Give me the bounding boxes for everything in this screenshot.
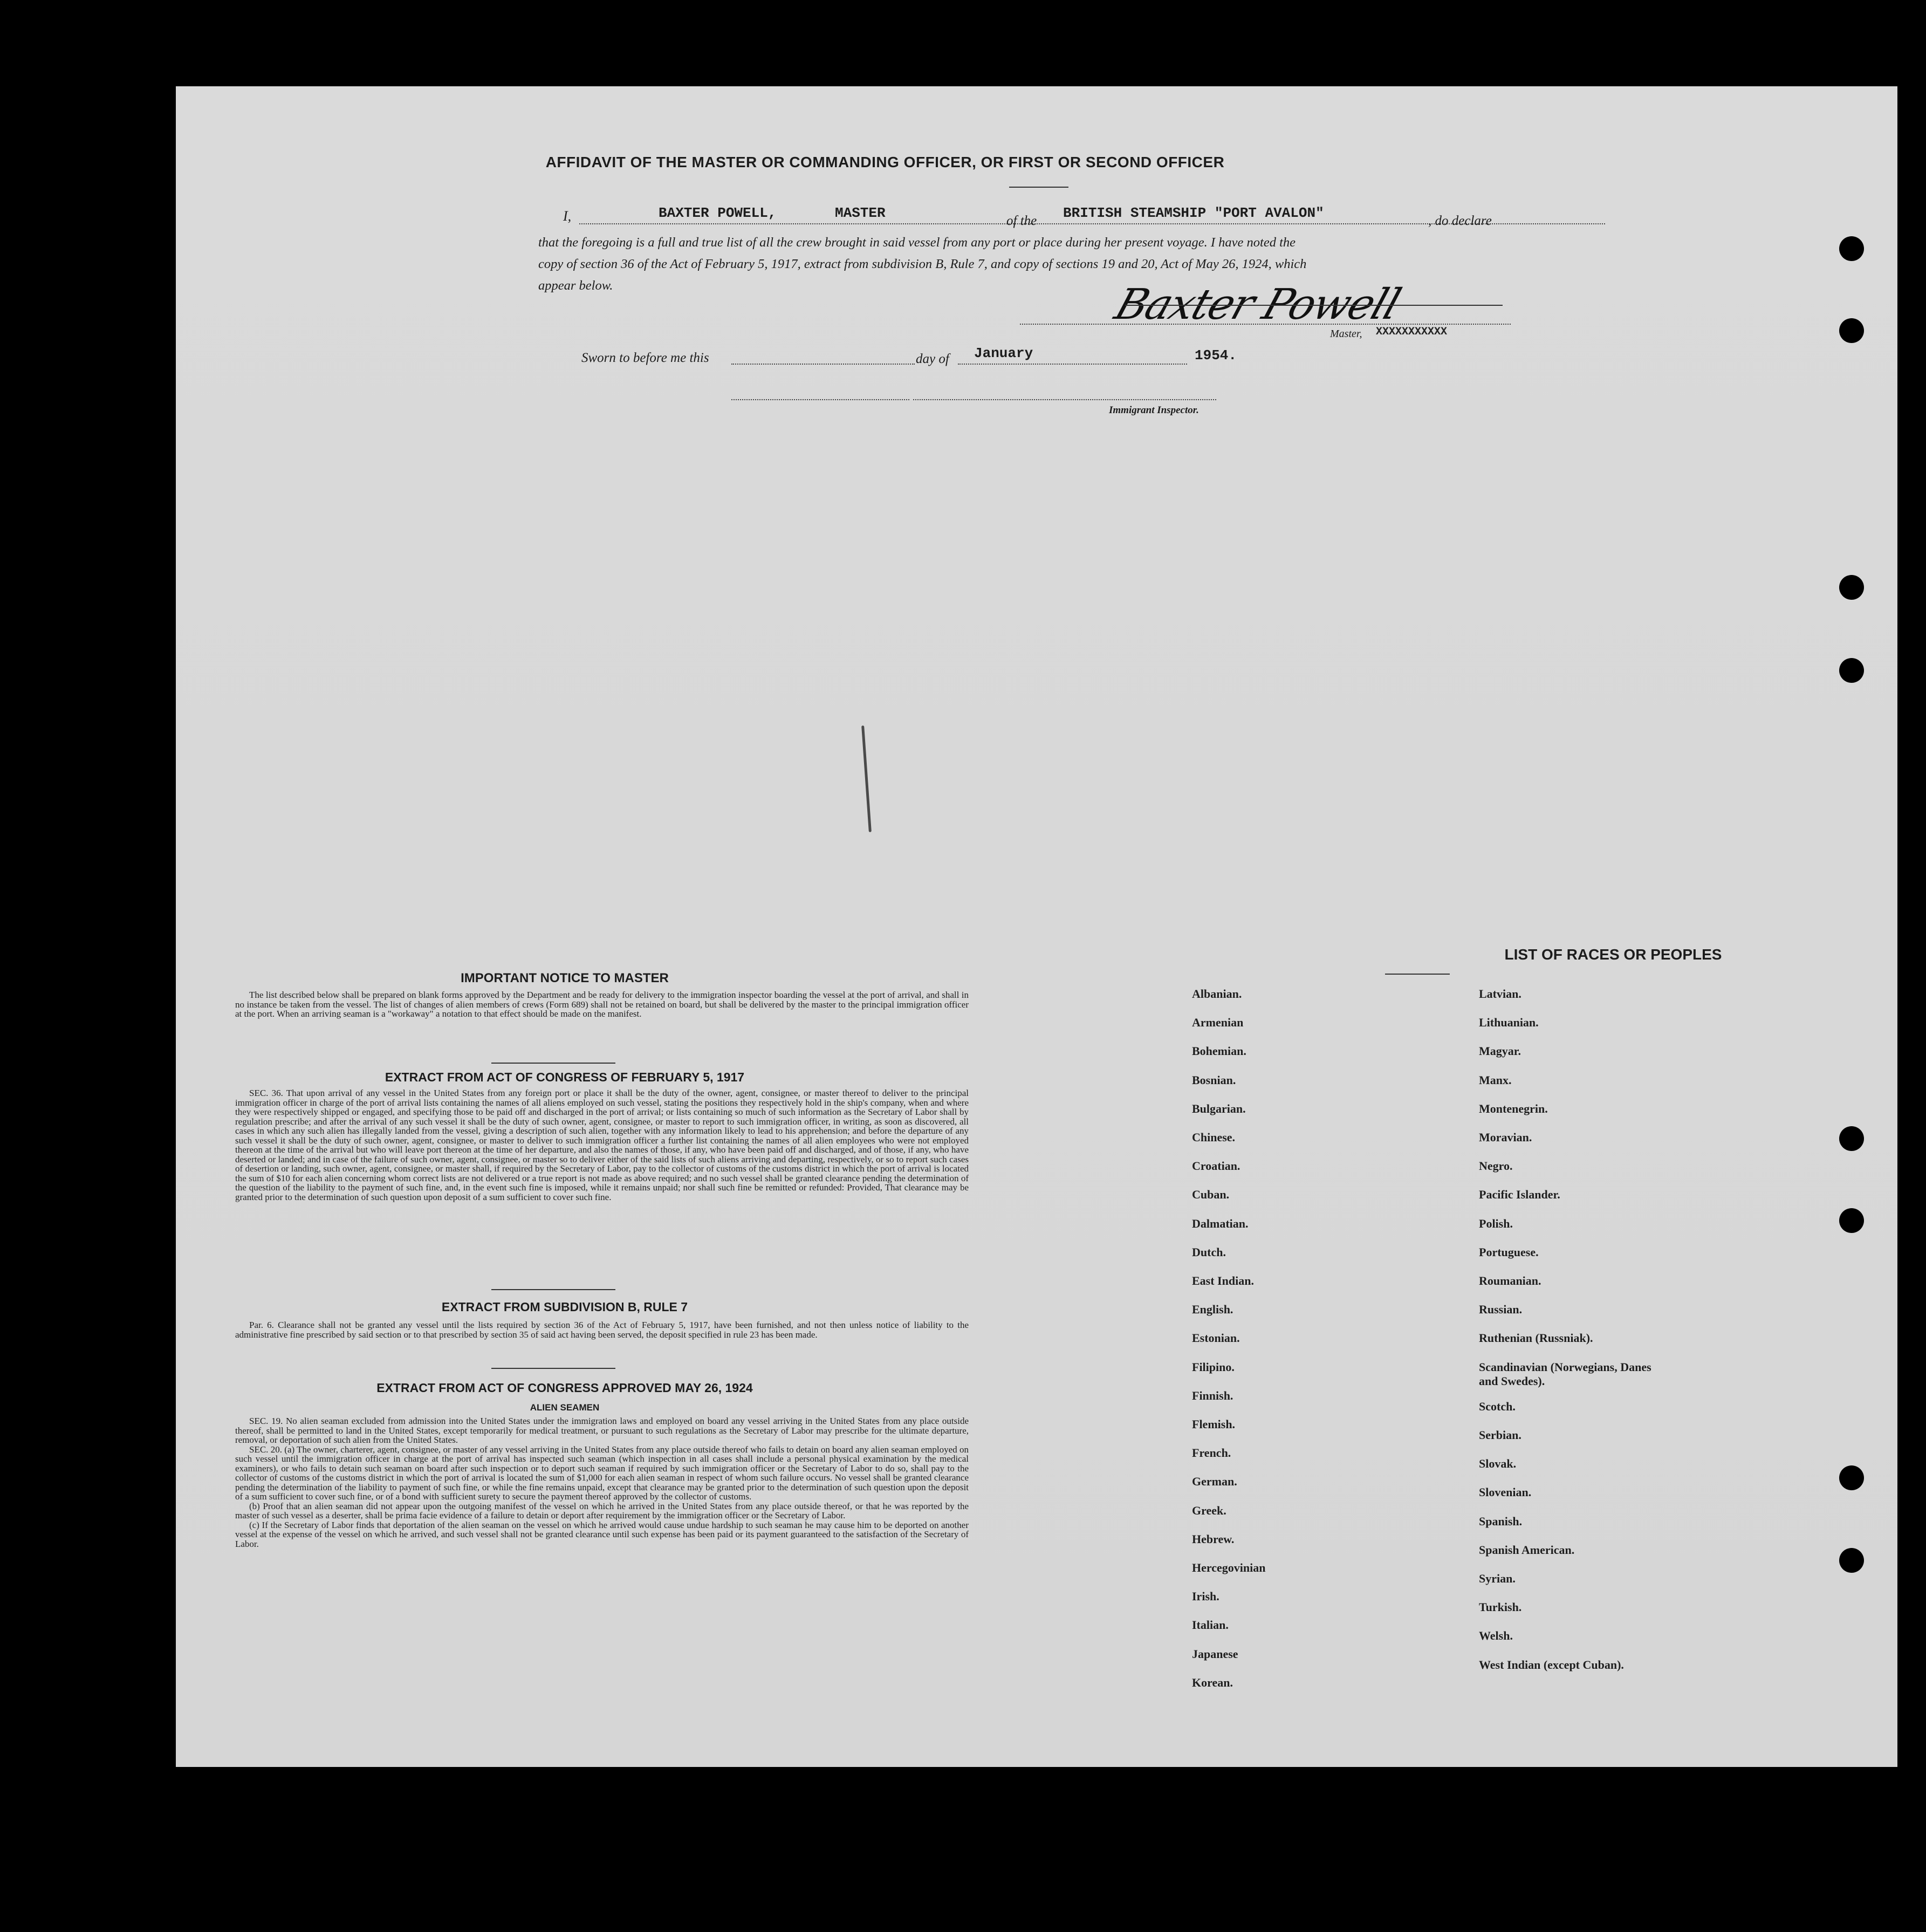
master-signature: Baxter Powell [1109,280,1406,329]
of-the-label: of the [1006,214,1037,228]
master-label: Master, [1330,328,1362,340]
race-item: Ruthenian (Russniak). [1479,1331,1593,1345]
race-item: Chinese. [1192,1131,1236,1144]
race-item: Montenegrin. [1479,1101,1548,1115]
race-item: Polish. [1479,1216,1513,1230]
do-declare-label: , do declare [1428,214,1492,228]
inspector-label: Immigrant Inspector. [1109,405,1199,416]
race-item: Manx. [1479,1073,1512,1087]
i-label: I, [563,208,572,224]
notice-body: The list described below shall be prepared on blank forms approved by the Department and be ready for delivery to the immigration inspector boarding the vessel at the port of arrival, and shall in no instance be taken from the vessel. The list of changes of alien members of crews (Form 689) shall not be retained on board, but shall be delivered by the master to the principal immigration officer at the port. When an arriving seaman is a "workaway" a notation to that effect should be made on the manifest. [235,990,969,1019]
race-item: Spanish. [1479,1514,1523,1528]
sec-20b: (b) Proof that an alien seaman did not appear upon the outgoing manifest of the vessel on which he arrived in the United States from any place outside thereof, or that he was reported by the master of such vessel as a deserter, shall be prima facie evidence of a failure to detain or deport after requirement by the immigration officer or the Secretary of Labor. [235,1501,969,1520]
sec-20a: SEC. 20. (a) The owner, charterer, agent, consignee, or master of any vessel arriving in the United States from any place outside thereof who fails to detain on board any alien seaman employed on such vessel until the immigration officer in charge at the port of arrival has inspected such seaman (which inspection in all cases shall include a personal physical examination by the medical examiners), or who fails to detain such seaman on board after such inspection or to deport such seaman if required by such immigration officer or the Secretary of Labor to do so, shall pay to the collector of customs of the customs district in which the port of arrival is located the sum of $1,000 for each alien seaman in respect of whom such failure occurs. No vessel shall be granted clearance pending the determination of the liability to payment of such fine, or while the fine remains unpaid, except that clearance may be granted prior to the determination of such question upon the deposit of a sum sufficient to cover such fine, or of a bond with sufficient surety to secure the payment thereof approved by the collector of customs. [235,1444,969,1502]
race-item: Croatian. [1192,1159,1240,1173]
race-item: Bohemian. [1192,1044,1246,1058]
race-item: Hebrew. [1192,1532,1235,1546]
master-struck-title: XXXXXXXXXXX [1376,326,1448,338]
race-item: Portuguese. [1479,1245,1539,1259]
extract-1924-body [235,1416,969,1549]
day-of-label: day of [916,352,949,366]
declaration-line-4: appear below. [538,278,613,293]
race-item: Negro. [1479,1159,1513,1173]
sec-20c: (c) If the Secretary of Labor finds that deportation of the alien seaman on the vessel on which he arrived would cause undue hardship to such seaman he may cause him to be deported on another vessel at the expense of the vessel on which he arrived, and such vessel shall not be granted clearance until such expense has been paid or its payment guaranteed to the satisfaction of the Secretary of Labor. [235,1519,969,1549]
race-item: Bulgarian. [1192,1101,1246,1115]
sworn-label: Sworn to before me this [581,351,709,365]
binder-hole [1839,1126,1864,1151]
race-item: Syrian. [1479,1572,1516,1585]
bleed-through-stroke [861,725,872,832]
race-item: Estonian. [1192,1331,1240,1345]
race-item: Filipino. [1192,1360,1235,1374]
binder-hole [1839,1548,1864,1573]
binder-hole [1839,575,1864,600]
race-item: Scotch. [1479,1399,1516,1413]
race-item: Armenian [1192,1016,1244,1030]
binder-hole [1839,318,1864,343]
race-item: Scandinavian (Norwegians, Danes and Swedes). [1479,1360,1651,1388]
race-item: Dalmatian. [1192,1216,1249,1230]
race-item: Flemish. [1192,1417,1236,1431]
race-item: Turkish. [1479,1600,1522,1614]
race-item: Lithuanian. [1479,1016,1539,1030]
subdivision-b-title: EXTRACT FROM SUBDIVISION B, RULE 7 [441,1300,688,1314]
races-title: LIST OF RACES OR PEOPLES [1504,946,1722,963]
binder-hole [1839,1465,1864,1490]
race-item: West Indian (except Cuban). [1479,1657,1624,1671]
race-item: French. [1192,1446,1231,1460]
declaration-line-3: copy of section 36 of the Act of February 5, 1917, extract from subdivision B, Rule 7, and copy of sections 19 and 20, Act of May 26, 1924, which [538,257,1307,271]
race-item: Dutch. [1192,1245,1226,1259]
sworn-year: 1954. [1195,347,1237,364]
race-item: Pacific Islander. [1479,1188,1560,1202]
race-item: Magyar. [1479,1044,1521,1058]
race-item: Bosnian. [1192,1073,1236,1087]
race-item: East Indian. [1192,1274,1254,1287]
race-item: Welsh. [1479,1629,1513,1643]
race-item: Albanian. [1192,987,1242,1001]
form-page [176,86,1897,1767]
binder-hole [1839,658,1864,683]
extract-1917-body: SEC. 36. That upon arrival of any vessel in the United States from any foreign port or place it shall be the duty of the owner, agent, consignee, or master thereof to deliver to the principal immigration officer in charge of the port of arrival lists containing the names of all aliens employed on such vessel, stating the positions they respectively hold in the ship's company, when and where they were respectively shipped or engaged, and specifying those to be paid off and discharged in the port of arrival; or lists containing so much of such information as the Secretary of Labor shall by regulation prescribe; and after the arrival of any such vessel it shall be the duty of such owner, agent, consignee, or master to report to such immigration officer, in writing, as soon as discovered, all cases in which any such alien has illegally landed from the vessel, giving a description of such alien, together with any information likely to lead to his apprehension; and before the departure of any such vessel it shall be the duty of such owner, agent, consignee, or master to deliver to such immigration officer a further list containing the names of all alien employees who were not employed thereon at the time of the arrival but who will leave port thereon at the time of her departure, and also the names of those, if any, who have been paid off and discharged, and of those, if any, who have deserted or landed; and in case of the failure of such owner, agent, consignee, or master so to deliver either of the said lists of such aliens arriving and departing, respectively, or so to report such cases of desertion or landing, such owner, agent, consignee, or master shall, if required by the Secretary of Labor, pay to the collector of customs of the customs district in which the port of arrival is located the sum of $10 for each alien concerning whom correct lists are not delivered or a true report is not made as above required; and no such vessel shall be granted clearance pending the determination of the question of the liability to the payment of such fine, and, in the event such fine is imposed, while it remains unpaid; nor shall such fine be remitted or refunded: Provided, That clearance may be granted prior to the determination of such question upon deposit of a sum sufficient to cover such fine. [235,1088,969,1202]
race-item: Slovak. [1479,1457,1517,1471]
title-rule [1009,187,1068,188]
race-item: Greek. [1192,1503,1226,1517]
race-item: Finnish. [1192,1388,1233,1402]
extract-1917-title: EXTRACT FROM ACT OF CONGRESS OF FEBRUARY 5, 1917 [385,1070,745,1084]
vessel-name: BRITISH STEAMSHIP "PORT AVALON" [1063,205,1324,221]
race-item: Roumanian. [1479,1274,1541,1287]
master-name: BAXTER POWELL, [659,205,777,221]
race-item: Slovenian. [1479,1485,1532,1499]
race-item: Hercegovinian [1192,1561,1266,1574]
race-item: Irish. [1192,1590,1219,1604]
affidavit-title: AFFIDAVIT OF THE MASTER OR COMMANDING OFFICER, OR FIRST OR SECOND OFFICER [545,154,1225,170]
race-item: Spanish American. [1479,1543,1575,1557]
race-item: Latvian. [1479,987,1521,1001]
extract-1924-title: EXTRACT FROM ACT OF CONGRESS APPROVED MAY 26, 1924 [376,1381,753,1395]
declaration-line-2: that the foregoing is a full and true list of all the crew brought in said vessel from any port or place during her present voyage. I have noted the [538,235,1296,250]
race-item: German. [1192,1475,1237,1489]
race-item: Cuban. [1192,1188,1230,1202]
notice-title: IMPORTANT NOTICE TO MASTER [461,971,669,985]
race-item: Serbian. [1479,1428,1521,1442]
race-item: English. [1192,1303,1233,1317]
binder-hole [1839,1208,1864,1233]
race-item: Japanese [1192,1647,1238,1661]
sec-19: SEC. 19. No alien seaman excluded from admission into the United States under the immigration laws and employed on board any vessel arriving in the United States from any place outside thereof, shall be permitted to land in the United States, except temporarily for medical treatment, or pursuant to such regulations as the Secretary of Labor may prescribe for the ultimate departure, removal, or deportation of such alien from the United States. [235,1416,969,1445]
binder-hole [1839,236,1864,261]
master-rank: MASTER [835,205,886,221]
race-item: Moravian. [1479,1131,1532,1144]
sworn-month: January [974,345,1033,361]
race-item: Korean. [1192,1675,1233,1689]
subdivision-b-body: Par. 6. Clearance shall not be granted any vessel until the lists required by section 36 of the Act of February 5, 1917, have been furnished, and not then unless notice of liability to the administrative fine prescribed by said section or to that prescribed by section 35 of said act having been served, the deposit specified in rule 23 has been made. [235,1320,969,1340]
alien-seamen-subtitle: ALIEN SEAMEN [530,1402,600,1413]
race-item: Russian. [1479,1303,1523,1317]
race-item: Italian. [1192,1618,1229,1632]
